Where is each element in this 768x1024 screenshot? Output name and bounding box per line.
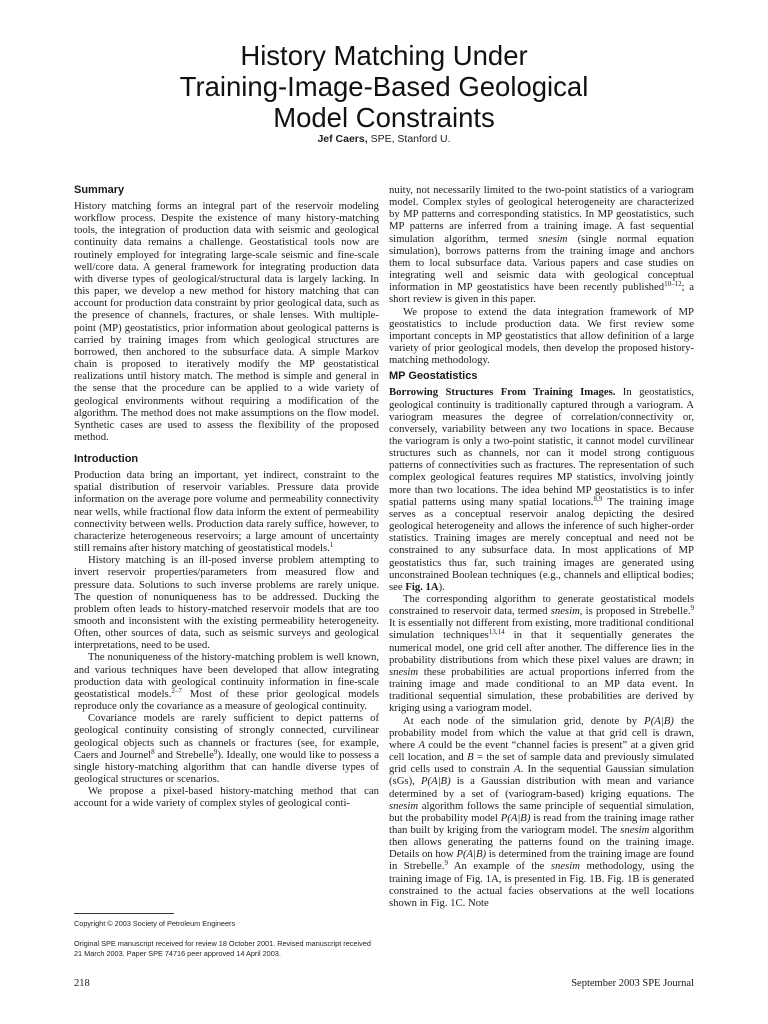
summary-text: History matching forms an integral part of the reservoir modeling workflow process. Despite the existence of many history-matching tools, the integration of production data with seismic and geological continuity data remains a challenge. Geostatistical tools now are routinely employed for integrating large-scale seismic and fine-scale well/core data. A general framework for integrating production data with diverse types of geological/structural data is largely lacking. In this paper, we develop a new method for history matching that can account for production data constraint by prior geological data, such as the presence of channels, fractures, or shale lenses. With multiple-point (MP) geostatistics, prior information about geological patterns is carried by training images from which geological structures are borrowed, then anchored to the subsurface data. A simple Markov chain is proposed to iteratively modify the MP geostatistical realizations until history match. The method is simple and general in the sense that the procedure can be applied to a wide variety of geological environments without requiring a modification of the algorithm. The method does not make assumptions on the flow model. Synthetic cases are used to assess the flexibility of the proposed method. (74, 200, 379, 443)
author-name: Jef Caers, (317, 133, 368, 145)
intro-paragraph-5: We propose a pixel-based history-matching method that can account for a wide variety of complex styles of geological conti- (74, 785, 379, 810)
right-paragraph-2: We propose to extend the data integration framework of MP geostatistics to include production data. We first review some important concepts in MP geostatistics that allow definition of a large variety of prior geological models, then develop the proposed history-matching methodology. (389, 305, 694, 367)
title-line-1: History Matching Under (240, 40, 528, 72)
figure-reference: Fig. 1A (405, 580, 439, 593)
paper-title (0, 40, 768, 133)
journal-footer: September 2003 SPE Journal (571, 978, 694, 989)
mp-paragraph-1: Borrowing Structures From Training Images. In geostatistics, geological continuity is traditionally captured through a variogram. A variogram measures the degree of correlation/connectivity or, conversely, variability between any two locations in space. Because the variogram is only a two-point statistic, it cannot model curvilinear structures such as channels, nor can it model strong contiguous patterns of connectivities such as fractures. The representation of such complex geological features requires MP statistics, involving jointly more than two locations. The idea behind MP geostatistics is to infer spatial patterns using many spatial locations.$^{8,9}$ The training image serves as a conceptual reservoir analog depicting the desired geological heterogeneity and allows the inference of such higher-order statistics. Training images are merely conceptual and need not be constrained to any subsurface data. In most applications of MP geostatistics thus far, such training images are generated using unconstrained Boolean techniques (e.g., channels and elliptical bodies; see Fig. 1A). (389, 386, 694, 593)
mp-geostatistics-heading: MP Geostatistics (389, 370, 478, 383)
mp-paragraph-3: At each node of the simulation grid, denote by P(A|B) the probability model from which the value at that grid cell is drawn, where A could be the event “channel facies is present” at a given grid cell location, and B = the set of sample data and previously simulated grid cells used to constrain A. In the sequential Gaussian simulation (sGs), P(A|B) is a Gaussian distribution with mean and variance determined by a set of (variogram-based) kriging equations. The snesim algorithm follows the same principle of sequential simulation, but the probability model P(A|B) is read from the training image rather than built by kriging from the variogram model. The snesim algorithm then allows generating the patterns found on the training image. Details on how P(A|B) is determined from the training image are found in Strebelle.$^9$ An example of the snesim methodology, using the training image of Fig. 1A, is presented in Fig. 1B. Fig. 1B is generated constrained to the actual facies observations at the well locations shown in Fig. 1C. Note (389, 714, 695, 909)
introduction-heading: Introduction (74, 453, 139, 466)
intro-paragraph-1: Production data bring an important, yet indirect, constraint to the spatial distribution of reservoir variables. Pressure data provide information on the average pore volume and permeability connectivity near wells, while fractional flow data inform the extent of permeability connectivity between wells. Production data rarely suffice, however, to characterize heterogeneous reservoirs; a large amount of uncertainty still remains after history matching of geostatistical models.$^1$ (74, 469, 379, 555)
runin-heading: Borrowing Structures From Training Images. (389, 386, 616, 399)
title-line-2: Training-Image-Based Geological (179, 71, 589, 103)
intro-paragraph-3: The nonuniqueness of the history-matching problem is well known, and various techniques have been developed that allow integrating production data with geological continuity information in fine-scale geostatistical models.$^{2-7}$ Most of these prior geological models reproduce only the covariance as a measure of geological continuity. (74, 651, 380, 713)
intro-paragraph-2: History matching is an ill-posed inverse problem attempting to invert reservoir properties/parameters from measured flow and pressure data. Solutions to such inverse problems are rarely unique. The question of nonuniqueness has to be addressed. Ducking the problem often leads to history-matched reservoir models that are too smooth and inconsistent with the existing permeability heterogeneity. Often, other sources of data, such as seismic surveys and geological interpretations, need to be used. (74, 554, 379, 652)
left-column (74, 184, 379, 810)
copyright-footnote: Copyright © 2003 Society of Petroleum Engineers (74, 919, 236, 928)
author-affiliation: SPE, Stanford U. (370, 133, 451, 145)
manuscript-footnote: Original SPE manuscript received for review 18 October 2001. Revised manuscript received 21 March 2003. Paper SPE 74716 peer approved 14 April 2003. (74, 939, 371, 958)
author-line (0, 133, 768, 145)
summary-heading: Summary (74, 184, 125, 196)
title-line-3: Model Constraints (273, 102, 495, 134)
intro-paragraph-4: Covariance models are rarely sufficient to depict patterns of geological continuity consisting of strongly connected, curvilinear geological objects such as channels or fractures (see, for example, Caers and Journel$^8$ and Strebelle$^9$). Ideally, one would like to possess a single history-matching algorithm that can handle diverse types of geological structures or scenarios. (74, 712, 379, 786)
right-column (389, 184, 694, 909)
page-number: 218 (74, 978, 90, 989)
right-paragraph-1: nuity, not necessarily limited to the two-point statistics of a variogram model. Complex styles of geological heterogeneity are characterized by MP patterns and corresponding statistics. In MP geostatistics, such MP patterns are inferred from a training image. A fast sequential simulation algorithm, termed snesim (single normal equation simulation), borrows patterns from the training image and anchors them to local subsurface data. Various papers and case studies on integrating well and seismic data with geological conceptual information in MP geostatistics have been recently published$^{10-12}$; a short review is given in this paper. (389, 184, 694, 306)
mp-paragraph-2: The corresponding algorithm to generate geostatistical models constrained to reservoir data, termed snesim, is proposed in Strebelle.$^9$ It is essentially not different from existing, more traditional conditional simulation techniques$^{13,14}$ in that it sequentially generates the numerical model, one grid cell after another. The difference lies in the probability distributions from which these pixel values are drawn; in snesim these probabilities are actual proportions inferred from the training image and made conditional to an MP data event. In traditional sequential simulation, these probabilities are derived by kriging using a variogram model. (389, 593, 695, 715)
footnote-divider (74, 913, 174, 914)
